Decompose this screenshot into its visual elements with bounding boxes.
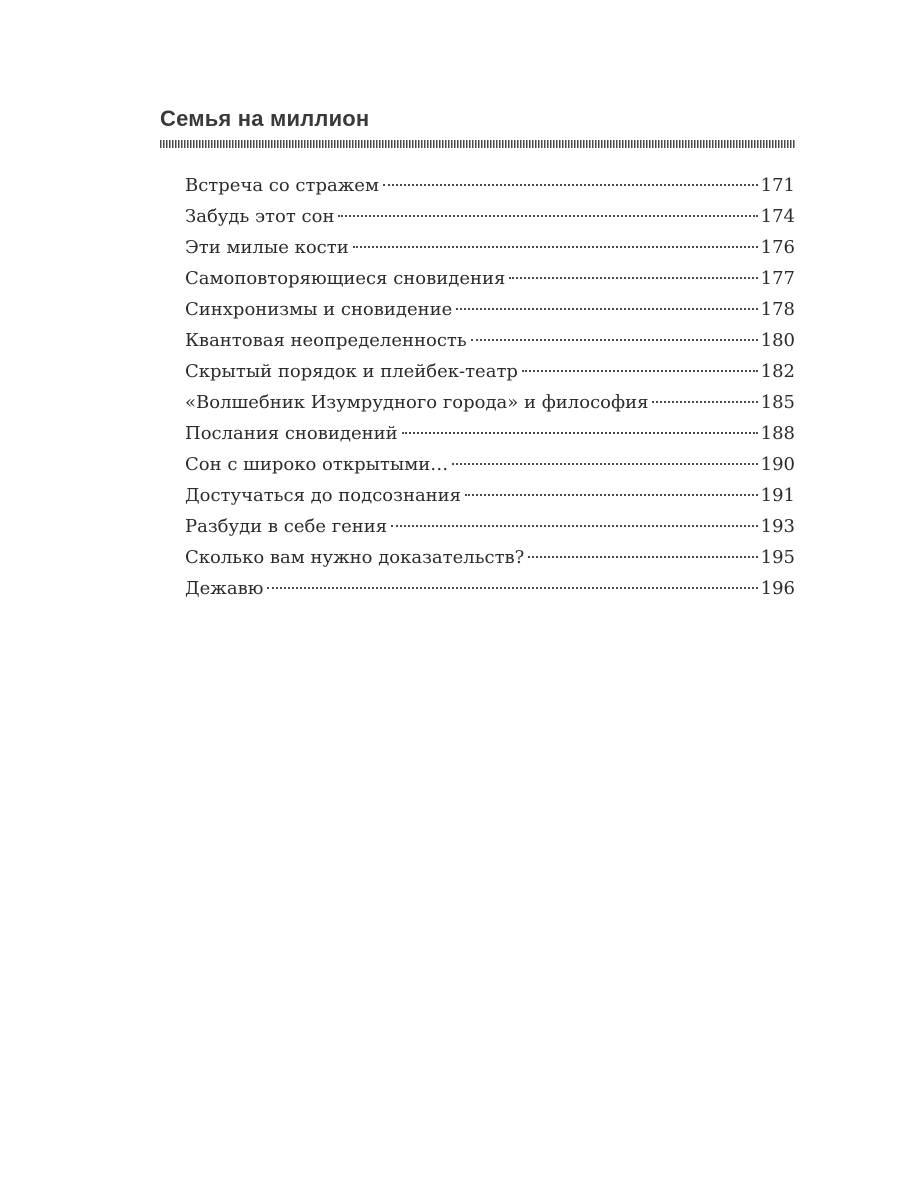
toc-entry[interactable] [185, 232, 795, 263]
toc-entry-title: Синхронизмы и сновидение [185, 299, 453, 320]
dot-leader [528, 556, 757, 558]
dot-leader [353, 246, 758, 248]
dot-leader [402, 432, 758, 434]
toc-entry[interactable] [185, 418, 795, 449]
book-title: Семья на миллион [160, 106, 370, 131]
table-of-contents [185, 170, 795, 604]
dot-leader [338, 215, 757, 217]
toc-entry[interactable] [185, 294, 795, 325]
toc-entry[interactable] [185, 573, 795, 604]
dot-leader [267, 587, 757, 589]
toc-entry-title: Разбуди в себе гения [185, 516, 388, 537]
toc-entry-page: 196 [760, 578, 795, 599]
toc-entry-page: 178 [760, 299, 795, 320]
toc-entry[interactable] [185, 356, 795, 387]
toc-entry[interactable] [185, 263, 795, 294]
dot-leader [509, 277, 757, 279]
dotted-header-rule [160, 140, 796, 148]
toc-entry[interactable] [185, 449, 795, 480]
dot-leader [391, 525, 758, 527]
toc-entry-title: Квантовая неопределенность [185, 330, 467, 351]
toc-entry-page: 180 [760, 330, 795, 351]
toc-entry-page: 195 [760, 547, 795, 568]
toc-entry-page: 176 [760, 237, 795, 258]
toc-entry-title: Забудь этот сон [185, 206, 335, 227]
toc-entry-page: 193 [760, 516, 795, 537]
toc-entry-page: 188 [760, 423, 795, 444]
toc-entry[interactable] [185, 480, 795, 511]
toc-entry[interactable] [185, 387, 795, 418]
dot-leader [522, 370, 758, 372]
dot-leader [471, 339, 758, 341]
toc-entry-title: Скрытый порядок и плейбек-театр [185, 361, 518, 382]
toc-entry[interactable] [185, 170, 795, 201]
toc-entry[interactable] [185, 511, 795, 542]
toc-entry-page: 182 [760, 361, 795, 382]
toc-entry[interactable] [185, 201, 795, 232]
toc-entry-page: 185 [760, 392, 795, 413]
dot-leader [383, 184, 758, 186]
dot-leader [456, 308, 757, 310]
toc-entry-title: Эти милые кости [185, 237, 349, 258]
dot-leader [452, 463, 757, 465]
toc-entry-page: 190 [760, 454, 795, 475]
toc-entry-page: 171 [760, 175, 795, 196]
running-header [160, 104, 796, 148]
toc-entry-page: 177 [760, 268, 795, 289]
toc-entry-title: Дежавю [185, 578, 264, 599]
toc-entry-title: Сон с широко открытыми… [185, 454, 449, 475]
toc-entry-title: Самоповторяющиеся сновидения [185, 268, 506, 289]
toc-entry-page: 174 [760, 206, 795, 227]
toc-entry-title: «Волшебник Изумрудного города» и философия [185, 392, 649, 413]
dot-leader [465, 494, 758, 496]
toc-entry-title: Послания сновидений [185, 423, 398, 444]
toc-entry-title: Встреча со стражем [185, 175, 379, 196]
toc-entry-title: Достучаться до подсознания [185, 485, 462, 506]
toc-entry[interactable] [185, 325, 795, 356]
dot-leader [652, 401, 757, 403]
toc-entry[interactable] [185, 542, 795, 573]
toc-entry-title: Сколько вам нужно доказательств? [185, 547, 525, 568]
toc-entry-page: 191 [760, 485, 795, 506]
